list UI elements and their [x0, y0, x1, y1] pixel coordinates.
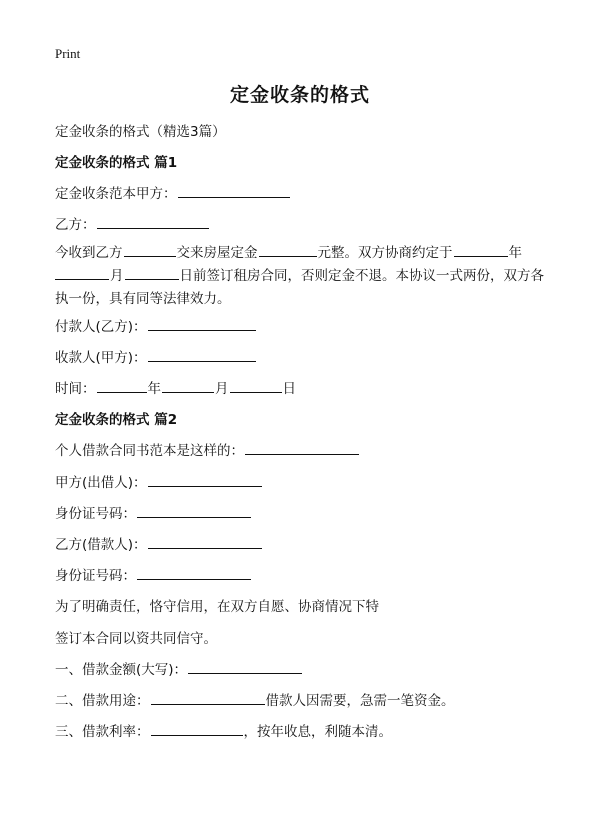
payee-label: 收款人(甲方)：: [55, 350, 147, 366]
blank-line: [454, 242, 508, 257]
id-label: 身份证号码：: [55, 568, 136, 584]
body-text: 交来房屋定金: [176, 245, 258, 261]
body-text: 年: [508, 245, 522, 261]
section1-payee: [55, 346, 257, 366]
section1-heading: 定金收条的格式 篇1: [55, 155, 178, 171]
year-label: 年: [147, 381, 161, 397]
body-text: 执一份，具有同等法律效力。: [55, 291, 231, 307]
blank-line: [125, 265, 179, 280]
blank-line: [137, 565, 251, 580]
lender-label: 甲方(出借人)：: [55, 475, 147, 491]
blank-line: [178, 183, 290, 198]
section2-id-2: [55, 564, 252, 584]
time-label: 时间：: [55, 381, 96, 397]
section1-payer: [55, 315, 257, 335]
item-label: 一、借款金额(大写)：: [55, 662, 188, 678]
section1-time: [55, 377, 296, 397]
item-label: 二、借款用途：: [55, 693, 150, 709]
section2-intro: [55, 439, 360, 459]
document-intro: 定金收条的格式（精选3篇）: [55, 124, 226, 140]
borrower-label: 乙方(借款人)：: [55, 537, 147, 553]
body-text: 元整。双方协商约定于: [317, 245, 453, 261]
document-title: 定金收条的格式: [229, 84, 370, 106]
blank-line: [230, 378, 282, 393]
blank-line: [97, 378, 147, 393]
blank-line: [148, 347, 256, 362]
blank-line: [148, 316, 256, 331]
blank-line: [151, 721, 243, 736]
section1-party-a: [55, 182, 291, 202]
blank-line: [148, 472, 262, 487]
blank-line: [151, 690, 265, 705]
section2-item-3: [55, 720, 392, 740]
item-text: 借款人因需要，急需一笔资金。: [265, 693, 455, 709]
blank-line: [148, 534, 262, 549]
section2-borrower: [55, 533, 263, 553]
blank-line: [259, 242, 317, 257]
blank-line: [55, 265, 109, 280]
section2-lender: [55, 471, 263, 491]
blank-line: [245, 440, 359, 455]
day-label: 日: [282, 381, 296, 397]
section2-heading: 定金收条的格式 篇2: [55, 412, 178, 428]
party-b-label: 乙方：: [55, 217, 96, 233]
blank-line: [124, 242, 176, 257]
month-label: 月: [215, 381, 229, 397]
body-text: 日前签订租房合同，否则定金不退。本协议一式两份，双方各: [179, 268, 544, 284]
id-label: 身份证号码：: [55, 506, 136, 522]
intro-label: 个人借款合同书范本是这样的：: [55, 443, 244, 459]
item-text: ，按年收息，利随本清。: [243, 724, 392, 740]
section2-id-1: [55, 502, 252, 522]
party-a-label: 定金收条范本甲方：: [55, 186, 177, 202]
section1-party-b: [55, 213, 210, 233]
blank-line: [137, 503, 251, 518]
blank-line: [97, 214, 209, 229]
blank-line: [162, 378, 214, 393]
payer-label: 付款人(乙方)：: [55, 319, 147, 335]
section2-sign: 签订本合同以资共同信守。: [55, 631, 217, 647]
section1-body: [55, 242, 555, 311]
section2-item-1: [55, 658, 303, 678]
section2-clarify: 为了明确责任，恪守信用，在双方自愿、协商情况下特: [55, 599, 379, 615]
section2-item-2: [55, 689, 455, 709]
item-label: 三、借款利率：: [55, 724, 150, 740]
body-text: 月: [110, 268, 124, 284]
blank-line: [188, 659, 302, 674]
print-link[interactable]: Print: [55, 46, 81, 61]
body-text: 今收到乙方: [55, 245, 123, 261]
